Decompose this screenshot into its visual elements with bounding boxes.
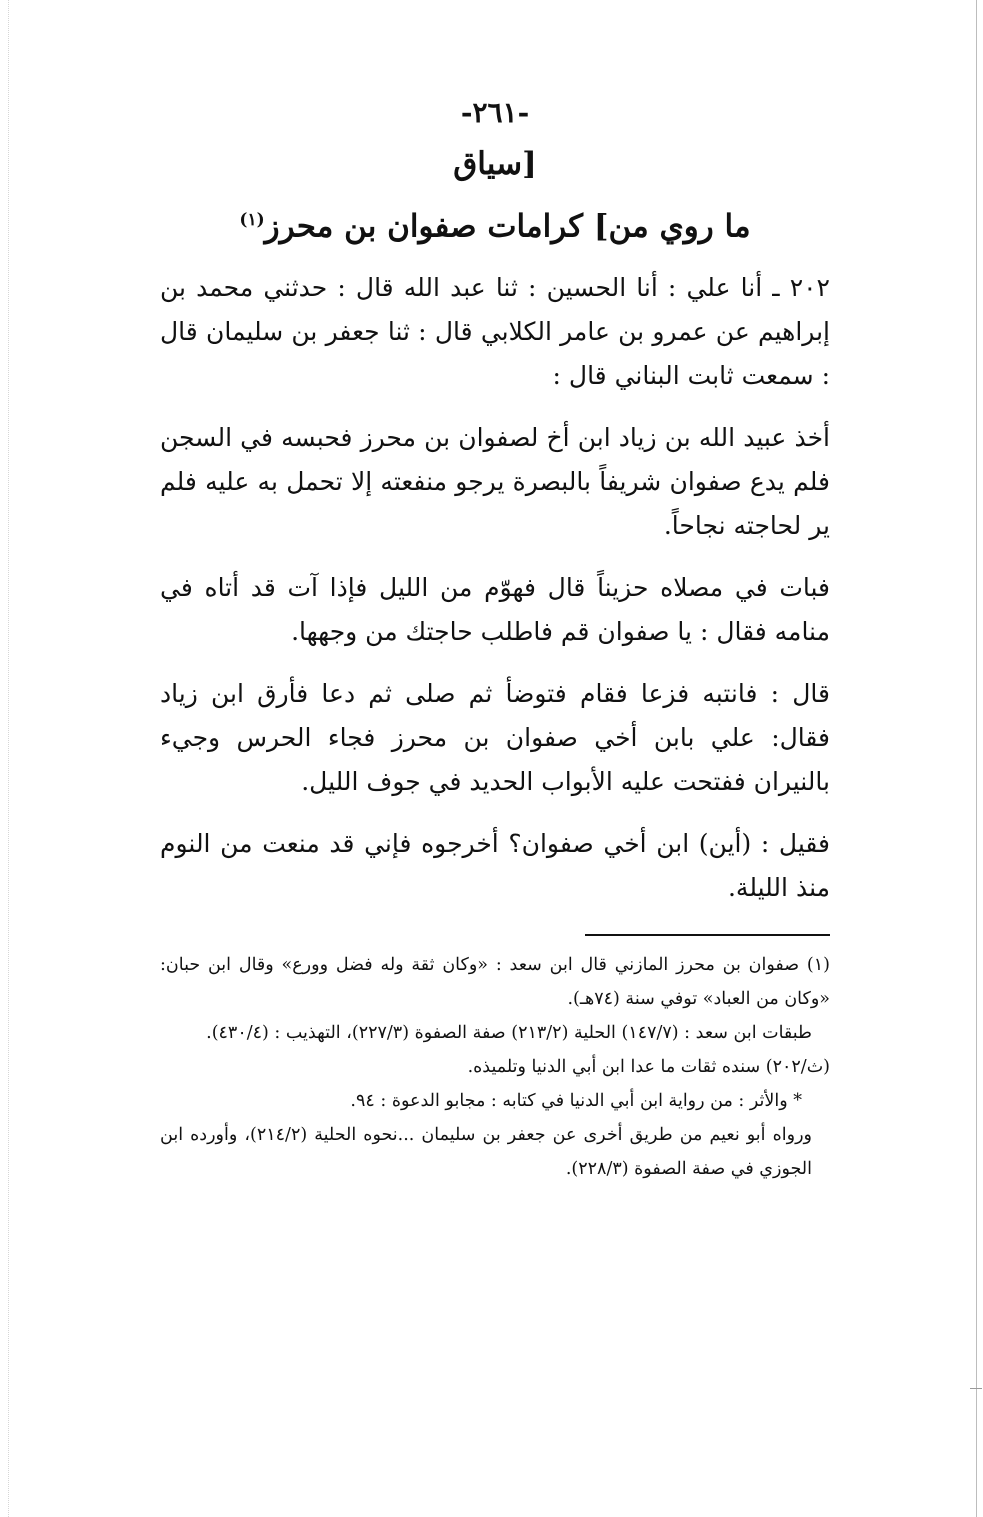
section-heading-line1: [سياق	[453, 146, 537, 182]
paragraph-story-2: فبات في مصلاه حزيناً قال فهوّم من الليل فإذا آت قد أتاه في منامه فقال : يا صفوان قم فاطلب حاجتك من وجهها.	[160, 573, 830, 647]
scan-right-edge	[976, 0, 977, 1517]
scan-left-edge	[8, 0, 9, 1517]
page-number: -٢٦١-	[460, 96, 530, 129]
heading-footnote-ref: (١)	[239, 210, 265, 230]
section-heading-text: ما روي من] كرامات صفوان بن محرز	[264, 208, 751, 245]
book-page	[160, 90, 830, 1186]
footnote-1: (١) صفوان بن محرز المازني قال ابن سعد : «وكان ثقة وله فضل وورع» وقال ابن حبان: «وكان من العباد» توفي سنة (٧٤هـ).	[160, 955, 830, 1010]
paragraph-isnad: ٢٠٢ ـ أنا علي : أنا الحسين : ثنا عبد الله قال : حدثني محمد بن إبراهيم عن عمرو بن عامر الكلابي قال : ثنا جعفر بن سليمان قال : سمعت ثابت البناني قال :	[160, 273, 830, 391]
footnote-separator	[585, 934, 830, 936]
footnote-chain-grading: (ث/٢٠٢) سنده ثقات ما عدا ابن أبي الدنيا وتلميذه.	[467, 1057, 830, 1078]
paragraph-story-1: أخذ عبيد الله بن زياد ابن أخ لصفوان بن محرز فحبسه في السجن فلم يدع صفوان شريفاً بالبصرة يرجو منفعته إلا تحمل به عليه فلم ير لحاجته نجاحاً.	[160, 423, 830, 541]
footnote-references: طبقات ابن سعد : (١٤٧/٧) الحلية (٢١٣/٢) صفة الصفوة (٢٢٧/٣)، التهذيب : (٤٣٠/٤).	[206, 1023, 812, 1044]
footnotes	[160, 948, 830, 1186]
paragraph-story-4: فقيل : (أين) ابن أخي صفوان؟ أخرجوه فإني قد منعت من النوم منذ الليلة.	[160, 829, 830, 903]
footnote-other-narrations: ورواه أبو نعيم من طريق أخرى عن جعفر بن سليمان ...نحوه الحلية (٢١٤/٢)، وأورده ابن الجوزي في صفة الصفوة (٢٢٨/٣).	[160, 1125, 812, 1180]
section-heading-line2	[160, 192, 830, 254]
scan-edge-tick	[970, 1388, 982, 1389]
footnote-athar-source: * والأثر : من رواية ابن أبي الدنيا في كتابه : مجابو الدعوة : ٩٤.	[350, 1091, 802, 1112]
paragraph-story-3: قال : فانتبه فزعا فقام فتوضأ ثم صلى ثم دعا فأرق ابن زياد فقال: علي بابن أخي صفوان بن محرز فجاء الحرس وجيء بالنيران ففتحت عليه الأبواب الحديد في جوف الليل.	[160, 679, 830, 797]
